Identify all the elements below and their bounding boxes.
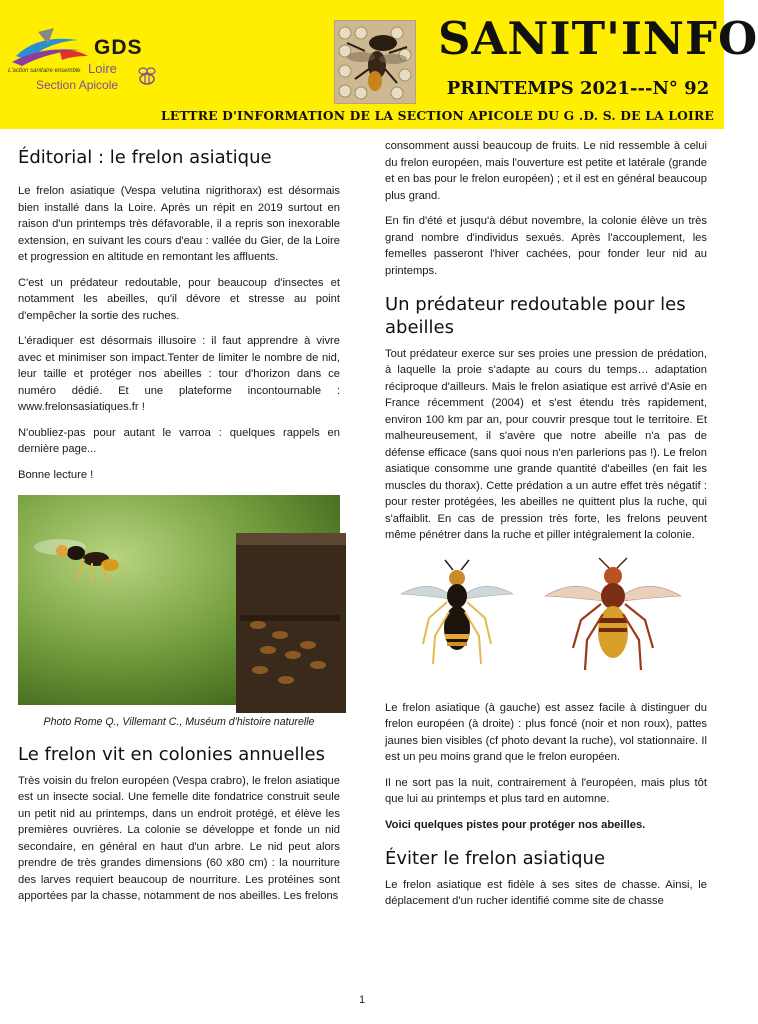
- intro-paragraph: En fin d'été et jusqu'à début novembre, la colonie élève un très grand nombre d'individus sexués. Après l'accouplement, les femelles passeront l'hiver cachées, pour fonder leur nid au printemps.: [385, 215, 707, 277]
- photo-caption: Photo Rome Q., Villemant C., Muséum d'histoire naturelle: [43, 716, 315, 729]
- editorial-paragraph: N'oubliez-pas pour autant le varroa : quelques rappels en dernière page...: [18, 426, 340, 456]
- header-hornet-photo: [334, 20, 416, 104]
- editorial-paragraph: Bonne lecture !: [18, 468, 94, 481]
- avoid-paragraph: Le frelon asiatique est fidèle à ses sites de chasse. Ainsi, le déplacement d'un rucher identifié comme site de chasse: [385, 878, 707, 908]
- asian-vs-european-hornet-icon: [373, 556, 713, 686]
- logo-loire-text: Loire: [88, 61, 117, 76]
- gds-logo: [8, 26, 168, 96]
- compare-paragraph: Il ne sort pas la nuit, contrairement à l'européen, mais plus tôt que lui au printemps et plus tard en automne.: [385, 776, 707, 806]
- editorial-paragraph: L'éradiquer est désormais illusoire : il faut apprendre à vivre avec et minimiser son impact.Tenter de limiter le nombre de nid, leur taille et protéger nos abeilles : tour d'horizon dans ce numéro dédié. Et une plateforme incontournable : www.frelonsasiatiques.fr !: [18, 335, 340, 414]
- logo-section-text: Section Apicole: [36, 78, 119, 92]
- avoid-heading: Éviter le frelon asiatique: [385, 848, 606, 870]
- logo-gds-text: GDS: [94, 36, 143, 59]
- header-banner: [0, 0, 758, 129]
- gds-swoosh-icon: [8, 26, 94, 70]
- colonies-paragraph: Très voisin du frelon européen (Vespa crabro), le frelon asiatique est un insecte social. Une femelle dite fondatrice construit seule un petit nid au printemps, dans un endroit protégé, et élève les premières ouvrières. La colonie se développe et fonde un nid secondaire, en général en haut d'un arbre. Le nid peut alors prendre de très grandes dimensions (60 x80 cm) : la nourriture des larves requiert beaucoup de nourriture. Les protéines sont apportées par la chasse, notamment de nos abeilles. Les frelons: [18, 774, 340, 903]
- editorial-paragraph: C'est un prédateur redoutable, pour beaucoup d'insectes et notamment les abeilles, qu'il dévore et stresse au point d'empêcher la sortie des ruches.: [18, 276, 340, 322]
- predator-heading: Un prédateur redoutable pour les abeilles: [385, 294, 686, 339]
- hornet-on-frame-icon: [335, 21, 415, 103]
- intro-paragraph: consomment aussi beaucoup de fruits. Le nid ressemble à celui du frelon européen, mais l'ouverture est petite et latérale (grande et en bas pour le frelon européen) ; et il est en général beaucoup plus grand.: [385, 140, 707, 202]
- left-column: [18, 138, 340, 914]
- right-column: [385, 140, 707, 919]
- colonies-heading: Le frelon vit en colonies annuelles: [18, 744, 325, 766]
- hornet-hunting-bees-icon: [18, 495, 340, 705]
- logo-tagline: L'action sanitaire ensemble: [8, 68, 81, 74]
- editorial-heading: Éditorial : le frelon asiatique: [18, 147, 272, 168]
- hornet-hive-photo: [18, 495, 340, 705]
- predator-paragraph: Tout prédateur exerce sur ses proies une pression de prédation, à laquelle la proie s'adapte au cours du temps… adaptation réciproque d'ailleurs. Mais le frelon asiatique est arrivé d'Asie en France récemment (2004) et s'est étendu très rapidement, environ 100 km par an, pour couvrir presque tout le territoire. Et malheureusement, il s'avère que notre abeille n'a pas de défense efficace (sans quoi nous n'en parlerions pas !). Le frelon asiatique consomme une grande quantité d'abeilles (en fait les muscles du thorax). Cette prédation a un autre effet très négatif : pour rester protégées, les abeilles ne quittent plus la ruche, qui s'affaiblit. En cas de pression très forte, les frelons peuvent même pénétrer dans la ruche et piller intégralement la colonie.: [385, 347, 707, 542]
- compare-paragraph: Le frelon asiatique (à gauche) est assez facile à distinguer du frelon européen (à droite) : plus foncé (noir et non roux), pattes jaunes bien visibles (cf photo devant la ruche), vol stationnaire. Il est un peu moins grand que le frelon européen.: [385, 701, 707, 764]
- bee-icon: [134, 66, 160, 88]
- hornet-comparison-image: [373, 556, 713, 686]
- issue-number: PRINTEMPS 2021---N° 92: [446, 78, 710, 99]
- protect-bees-paragraph: Voici quelques pistes pour protéger nos abeilles.: [385, 818, 646, 831]
- newsletter-subtitle: LETTRE D'INFORMATION DE LA SECTION APICOLE DU G .D. S. DE LA LOIRE: [161, 108, 714, 123]
- editorial-paragraph: Le frelon asiatique (Vespa velutina nigrithorax) est désormais bien installé dans la Loire. Après un répit en 2019 surtout en raison d'un printemps très défavorable, il a repris son inexorable extension, en suivant les cours d'eau : vallée du Gier, de la Loire et progression en altitude en remontant les affluents.: [18, 185, 340, 264]
- newsletter-title: SANIT'INFO: [438, 12, 758, 65]
- page-number: 1: [358, 994, 366, 1006]
